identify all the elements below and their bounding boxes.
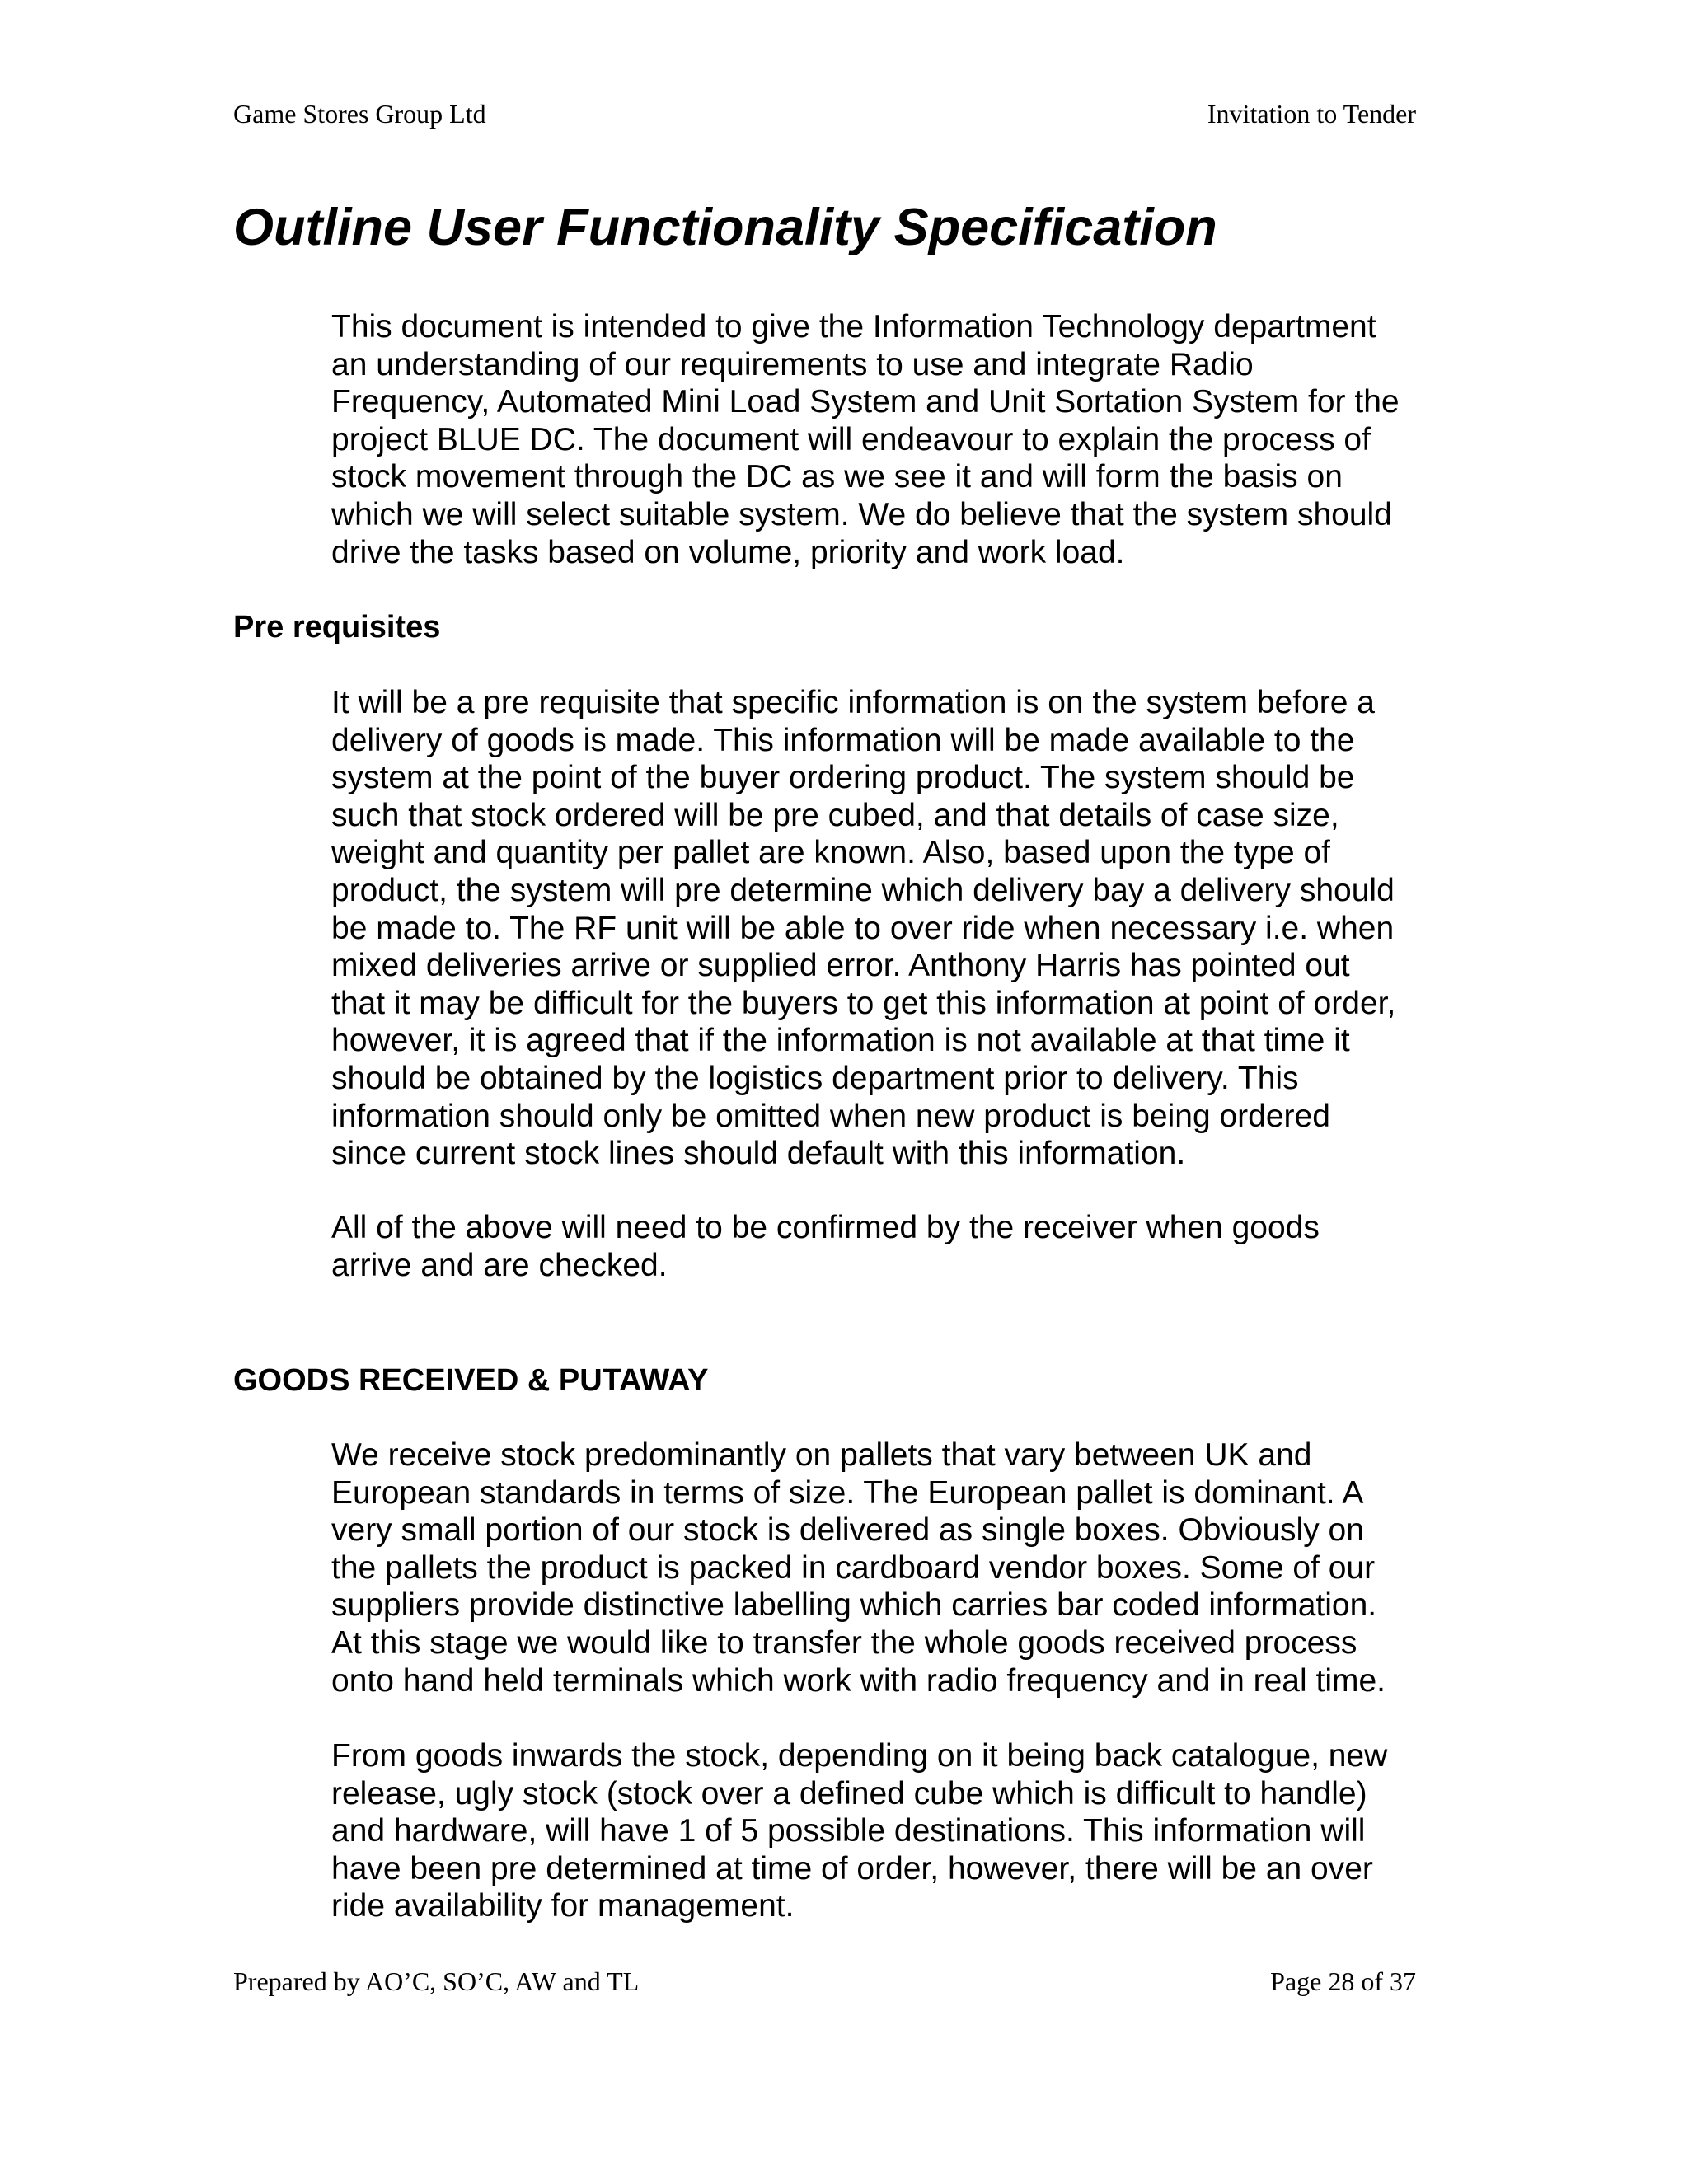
header-doc-type: Invitation to Tender — [1207, 99, 1416, 129]
page-title: Outline User Functionality Specification — [233, 199, 1217, 256]
header-company: Game Stores Group Ltd — [233, 99, 486, 129]
footer-page-number: Page 28 of 37 — [1270, 1966, 1416, 1996]
prerequisites-paragraph-1: It will be a pre requisite that specific information is on the system before a delivery of goods is made. This information will be made available to the system at the point of the buyer ordering product. The system should be such that stock ordered will be pre cubed, and that details of case size, weight and quantity per pallet are known. Also, based upon the type of product, the system will pre determine which delivery bay a delivery should be made to. The RF unit will be able to over ride when necessary i.e. when mixed deliveries arrive or supplied error. Anthony Harris has pointed out that it may be difficult for the buyers to get this information at point of order, however, it is agreed that if the information is not available at that time it should be obtained by the logistics department prior to delivery. This information should only be omitted when new product is being ordered since current stock lines should default with this information. — [331, 685, 1396, 1172]
footer-prepared-by: Prepared by AO’C, SO’C, AW and TL — [233, 1966, 640, 1996]
prerequisites-paragraph-2: All of the above will need to be confirmed by the receiver when goods arrive and are checked. — [331, 1210, 1320, 1283]
goods-received-paragraph-2: From goods inwards the stock, depending on it being back catalogue, new release, ugly stock (stock over a defined cube which is difficult to handle) and hardware, will have 1 of 5 possible destinations. This information will have been pre determined at time of order, however, there will be an over ride availability for management. — [331, 1738, 1388, 1924]
section-heading-prerequisites: Pre requisites — [233, 610, 441, 644]
section-heading-goods-received: GOODS RECEIVED & PUTAWAY — [233, 1363, 709, 1398]
intro-paragraph: This document is intended to give the Information Technology department an understanding of our requirements to use and integrate Radio Frequency, Automated Mini Load System and Unit Sortation System for the project BLUE DC. The document will endeavour to explain the process of stock movement through the DC as we see it and will form the basis on which we will select suitable system. We do believe that the system should drive the tasks based on volume, priority and work load. — [331, 309, 1400, 570]
goods-received-paragraph-1: We receive stock predominantly on pallets that vary between UK and European standards in terms of size. The European pallet is dominant. A very small portion of our stock is delivered as single boxes. Obviously on the pallets the product is packed in cardboard vendor boxes. Some of our suppliers provide distinctive labelling which carries bar coded information. At this stage we would like to transfer the whole goods received process onto hand held terminals which work with radio frequency and in real time. — [331, 1437, 1386, 1699]
